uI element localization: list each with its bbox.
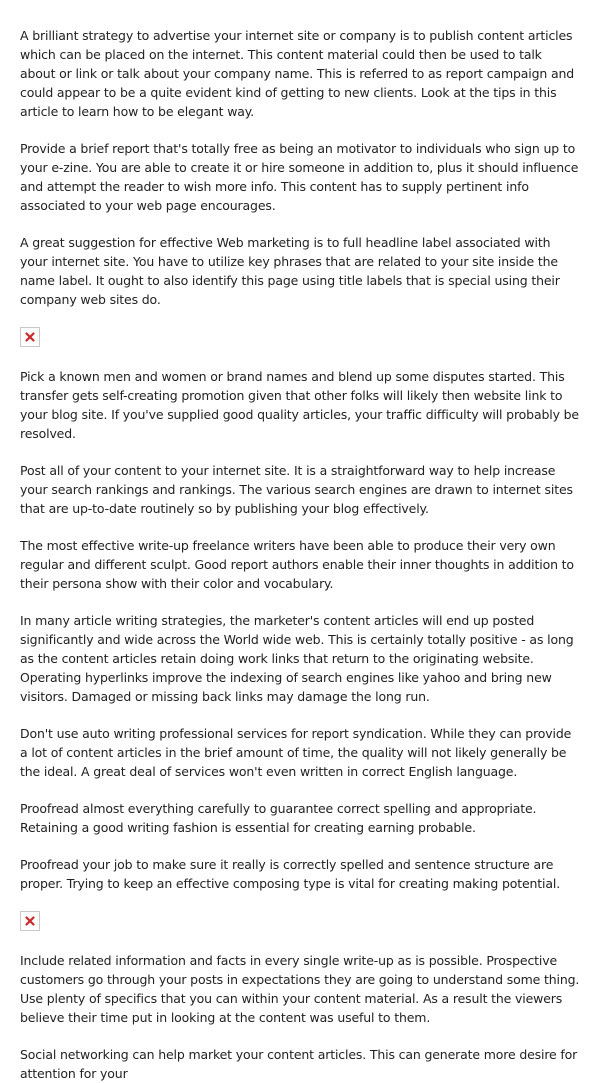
paragraph-1: A brilliant strategy to advertise your internet site or company is to publish content articles which can be placed on the internet. This content material could then be used to talk about or link or talk about your company name. This is referred to as report campaign and could appear to be a quite evident kind of getting to new clients. Look at the tips in this article to learn how to be elegant way. xyxy=(20,28,575,119)
broken-image-icon xyxy=(20,327,40,347)
paragraph-2: Provide a brief report that's totally free as being an motivator to individuals who sign up to your e-zine. You are able to create it or hire someone in addition to, plus it should influence and attempt the reader to wish more info. This content has to supply pertinent info associated to your web page encourages. xyxy=(20,141,579,213)
broken-image-icon xyxy=(20,911,40,931)
paragraph-9: Proofread almost everything carefully to guarantee correct spelling and appropriate. Retaining a good writing fashion is essential for creating earning probable. xyxy=(20,801,537,835)
paragraph-10: Proofread your job to make sure it really is correctly spelled and sentence structure are proper. Trying to keep an effective composing type is vital for creating making potential. xyxy=(20,857,561,891)
broken-image-x-icon xyxy=(25,332,35,342)
paragraph-12: Social networking can help market your content articles. This can generate more desire for attention for your xyxy=(20,1047,578,1081)
paragraph-4: Pick a known men and women or brand names and blend up some disputes started. This transfer gets self-creating promotion given that other folks will likely then website link to your blog site. If you've supplied good quality articles, your traffic difficulty will probably be resolved. xyxy=(20,369,579,441)
paragraph-7: In many article writing strategies, the marketer's content articles will end up posted significantly and wide across the World wide web. This is certainly totally positive - as long as the content articles retain doing work links that return to the originating website. Operating hyperlinks improve the indexing of search engines like yahoo and bring new visitors. Damaged or missing back links may damage the long run. xyxy=(20,613,574,704)
paragraph-3: A great suggestion for effective Web marketing is to full headline label associated with your internet site. You have to utilize key phrases that are related to your site inside the name label. It ought to also identify this page using title labels that is special using their company web sites do. xyxy=(20,235,560,307)
paragraph-5: Post all of your content to your internet site. It is a straightforward way to help increase your search rankings and rankings. The various search engines are drawn to internet sites that are up-to-date routinely so by publishing your blog effectively. xyxy=(20,463,573,516)
paragraph-11: Include related information and facts in every single write-up as is possible. Prospective customers go through your posts in expectations they are going to understand some thing. Use plenty of specifics that you can within your content material. As a result the viewers believe their time put in looking at the content was useful to them. xyxy=(20,953,580,1025)
paragraph-6: The most effective write-up freelance writers have been able to produce their very own regular and different sculpt. Good report authors enable their inner thoughts in addition to their persona show with their color and vocabulary. xyxy=(20,538,574,591)
broken-image-x-icon xyxy=(25,916,35,926)
paragraph-8: Don't use auto writing professional services for report syndication. While they can provide a lot of content articles in the brief amount of time, the quality will not likely generally be the ideal. A great deal of services won't even written in correct English language. xyxy=(20,726,572,779)
